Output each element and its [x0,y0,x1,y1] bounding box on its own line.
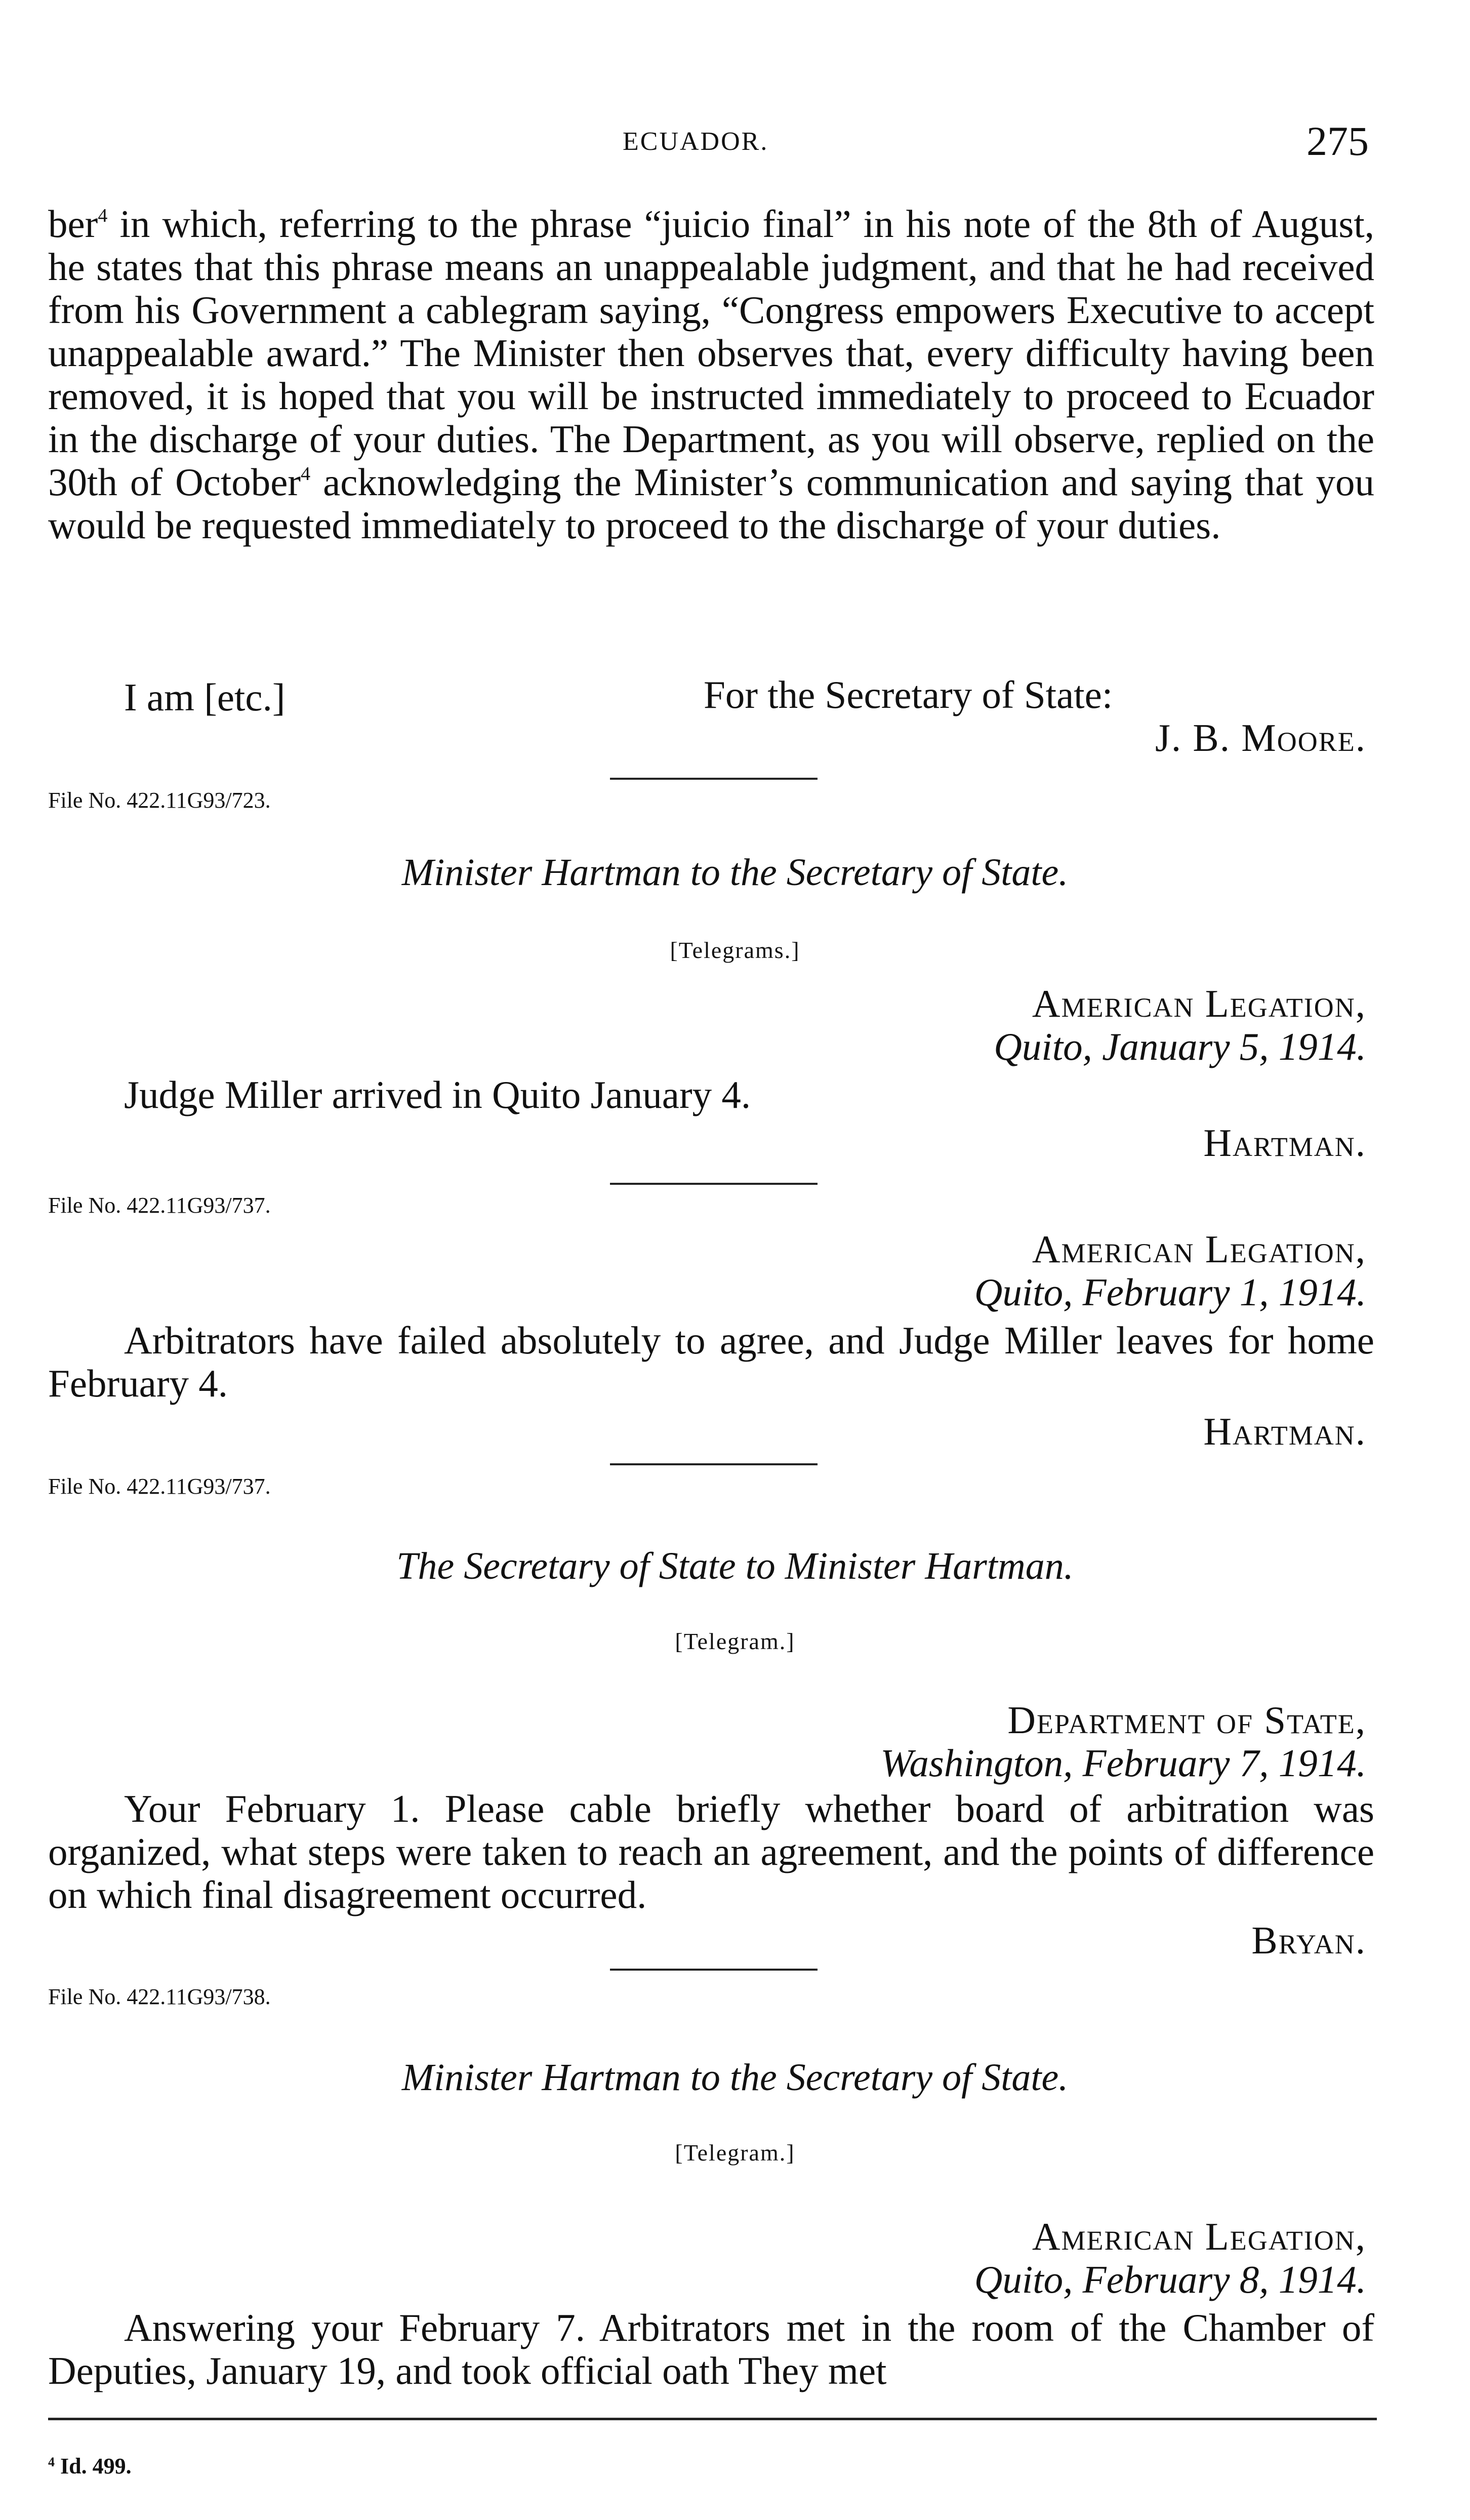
place-line: Department of State, [1007,1698,1366,1742]
signer-bryan: Bryan. [1251,1918,1366,1962]
document-caption: Minister Hartman to the Secretary of State. [401,851,1069,894]
date-line: Quito, February 1, 1914. [974,1270,1366,1314]
signoff-line: For the Secretary of State: [704,673,1113,716]
date-line: Quito, February 8, 1914. [974,2258,1366,2301]
signer-hartman: Hartman. [1203,1410,1366,1453]
footnote-text: Id. 499. [60,2454,132,2478]
telegram-note: [Telegram.] [675,2140,795,2166]
page-number: 275 [1306,118,1369,164]
opening-paragraph: ber$^4$ in which, referring to the phrase “juicio final” in his note of the 8th of August, he states that this phrase means an unappealable judgment, and that he had received from his Government a cablegram saying, “Congress empowers Executive to accept unappealable award.” The Minister then observes that, every difficulty having been removed, it is hoped that you will be instructed immediately to proceed to Ecuador in the discharge of your duties. The Department, as you will observe, replied on the 30th of October$^4$ acknowledging the Minister’s communication and saying that you would be requested immediately to proceed to the discharge of your duties. [48,202,1374,547]
place-line: American Legation, [1032,982,1366,1025]
closing-formula: I am [etc.] [124,675,285,719]
telegram-text: Your February 1. Please cable briefly whether board of arbitration was organized, what steps were taken to reach an agreement, and the points of difference on which final disagreement occurred. [48,1787,1374,1916]
signer-hartman: Hartman. [1203,1121,1366,1165]
footnote-marker: 4 [48,2455,55,2469]
telegram-note: [Telegrams.] [670,937,800,963]
place-line: American Legation, [1032,1227,1366,1271]
date-line: Washington, February 7, 1914. [880,1741,1366,1785]
separator-rule [610,1183,818,1185]
footnote-rule [48,2418,1377,2420]
separator-rule [610,1969,818,1971]
date-line: Quito, January 5, 1914. [994,1025,1366,1068]
file-number: File No. 422.11G93/738. [48,1984,271,2009]
signer-moore: J. B. Moore. [1155,716,1366,759]
document-caption: Minister Hartman to the Secretary of State. [401,2056,1069,2099]
place-line: American Legation, [1032,2215,1366,2258]
telegram-text: Judge Miller arrived in Quito January 4. [124,1073,751,1116]
separator-rule [610,1463,818,1465]
file-number: File No. 422.11G93/723. [48,788,271,813]
telegram-text: Answering your February 7. Arbitrators met in the room of the Chamber of Deputies, January 19, and took official oath They met [48,2306,1374,2392]
telegram-text: Arbitrators have failed absolutely to agree, and Judge Miller leaves for home February 4. [48,1318,1374,1405]
footnote [48,2453,132,2479]
file-number: File No. 422.11G93/737. [48,1474,271,1499]
document-caption: The Secretary of State to Minister Hartman. [396,1545,1074,1587]
file-number: File No. 422.11G93/737. [48,1193,271,1218]
running-head-title: ECUADOR. [623,127,769,156]
separator-rule [610,778,818,780]
telegram-note: [Telegram.] [675,1628,795,1654]
